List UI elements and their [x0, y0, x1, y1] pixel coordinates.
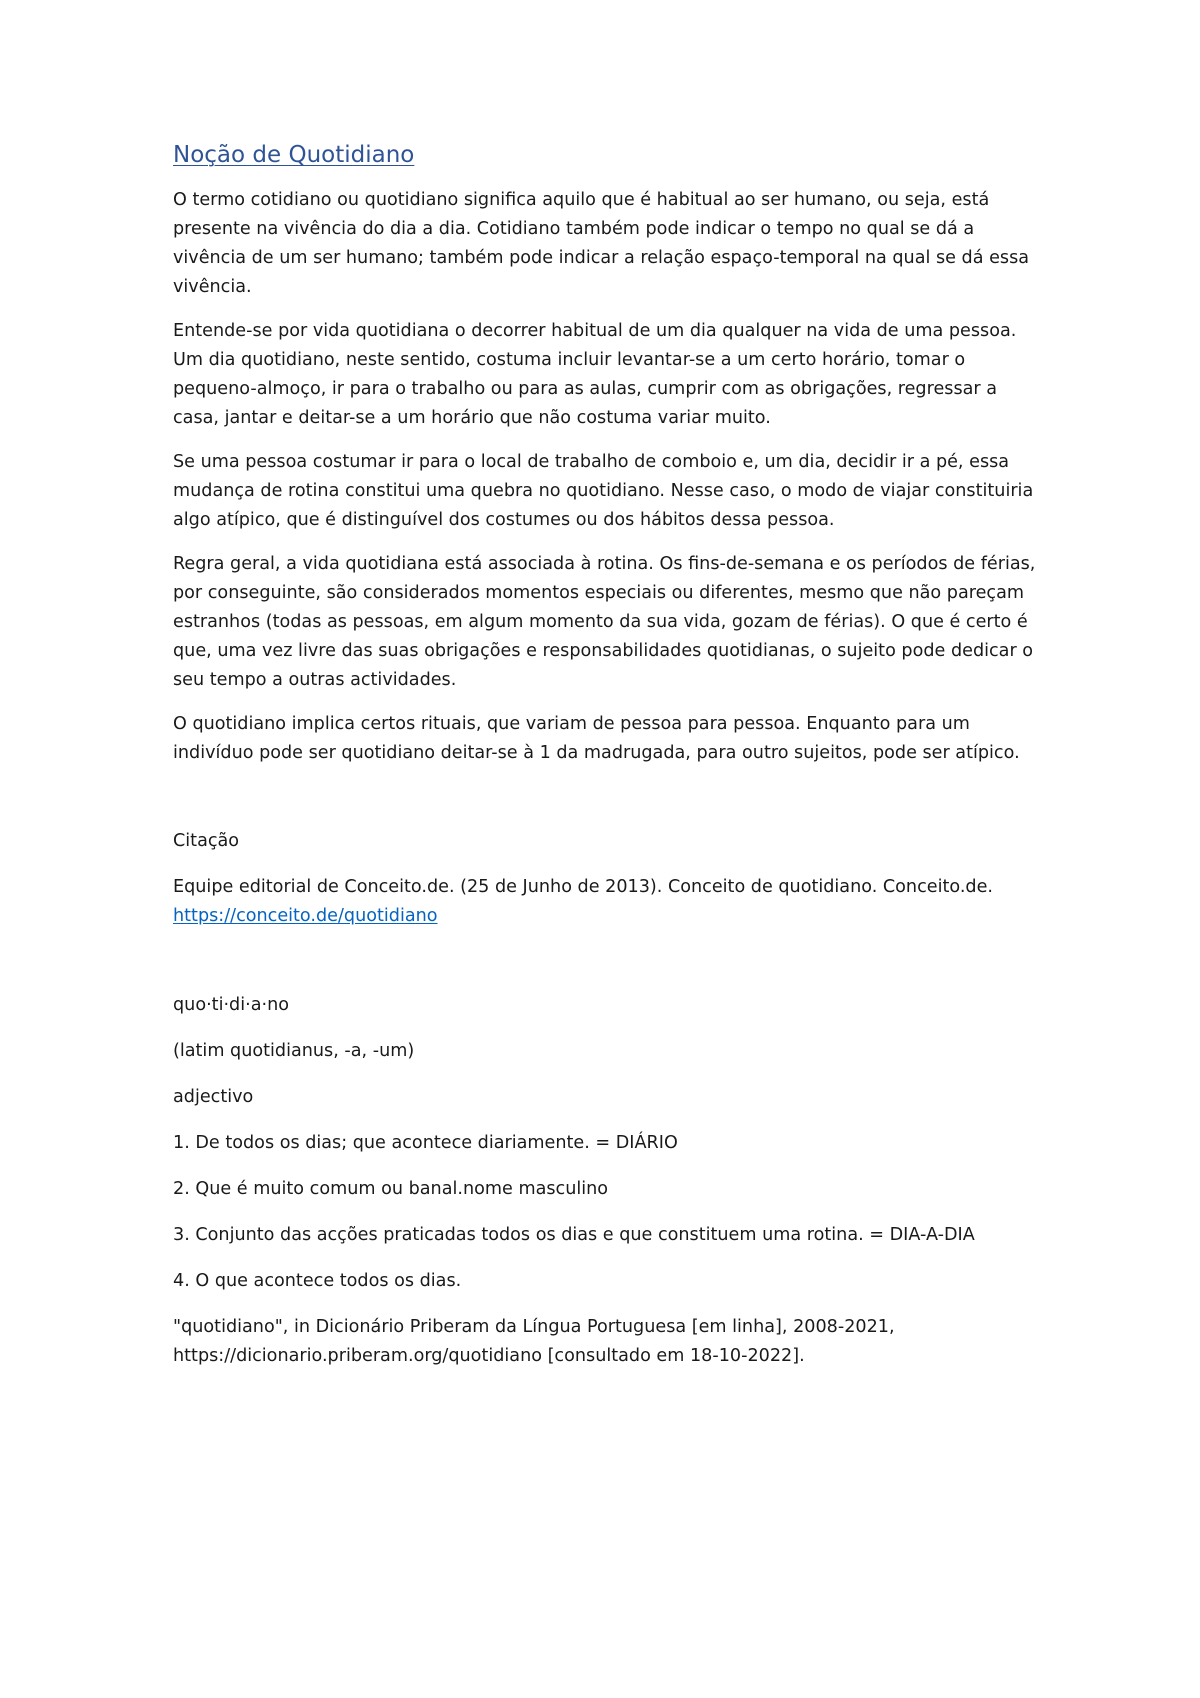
paragraph: Se uma pessoa costumar ir para o local de trabalho de comboio e, um dia, decidir ir a pé, essa mudança de rotina constitui uma quebra no quotidiano. Nesse caso, o modo de viajar constituiria algo atípico, que é distinguível dos costumes ou dos hábitos dessa pessoa.	[173, 452, 1034, 530]
document-body	[173, 140, 1043, 1371]
spacer	[173, 931, 1043, 975]
citation-block	[173, 873, 1043, 931]
dictionary-syllables: quo·ti·di·a·no	[173, 995, 289, 1015]
citation-text: Equipe editorial de Conceito.de. (25 de Junho de 2013). Conceito de quotidiano. Conceito.de.	[173, 877, 993, 897]
dictionary-sense: 4. O que acontece todos os dias.	[173, 1271, 462, 1291]
dictionary-sense: 3. Conjunto das acções praticadas todos os dias e que constituem uma rotina. = DIA-A-DIA	[173, 1225, 975, 1245]
paragraph: Entende-se por vida quotidiana o decorrer habitual de um dia qualquer na vida de uma pessoa. Um dia quotidiano, neste sentido, costuma incluir levantar-se a um certo horário, tomar o pequeno-almoço, ir para o trabalho ou para as aulas, cumprir com as obrigações, regressar a casa, jantar e deitar-se a um horário que não costuma variar muito.	[173, 321, 1017, 428]
spacer	[173, 783, 1043, 827]
paragraph: O termo cotidiano ou quotidiano significa aquilo que é habitual ao ser humano, ou seja, está presente na vivência do dia a dia. Cotidiano também pode indicar o tempo no qual se dá a vivência de um ser humano; também pode indicar a relação espaço-temporal na qual se dá essa vivência.	[173, 190, 1030, 297]
paragraph: Regra geral, a vida quotidiana está associada à rotina. Os fins-de-semana e os períodos de férias, por conseguinte, são considerados momentos especiais ou diferentes, mesmo que não pareçam estranhos (todas as pessoas, em algum momento da sua vida, gozam de férias). O que é certo é que, uma vez livre das suas obrigações e responsabilidades quotidianas, o sujeito pode dedicar o seu tempo a outras actividades.	[173, 554, 1036, 690]
dictionary-sense: 2. Que é muito comum ou banal.nome masculino	[173, 1179, 609, 1199]
dictionary-etymology: (latim quotidianus, -a, -um)	[173, 1041, 415, 1061]
citation-heading: Citação	[173, 831, 240, 851]
spacer	[173, 975, 1043, 991]
dictionary-sense: 1. De todos os dias; que acontece diariamente. = DIÁRIO	[173, 1133, 678, 1153]
dictionary-reference: "quotidiano", in Dicionário Priberam da Língua Portuguesa [em linha], 2008-2021, https://dicionario.priberam.org/quotidiano [consultado em 18-10-2022].	[173, 1317, 895, 1366]
paragraph: O quotidiano implica certos rituais, que variam de pessoa para pessoa. Enquanto para um indivíduo pode ser quotidiano deitar-se à 1 da madrugada, para outro sujeitos, pode ser atípico.	[173, 714, 1020, 763]
citation-link[interactable]: https://conceito.de/quotidiano	[173, 906, 438, 926]
page-title: Noção de Quotidiano	[173, 142, 415, 168]
dictionary-pos: adjectivo	[173, 1087, 254, 1107]
